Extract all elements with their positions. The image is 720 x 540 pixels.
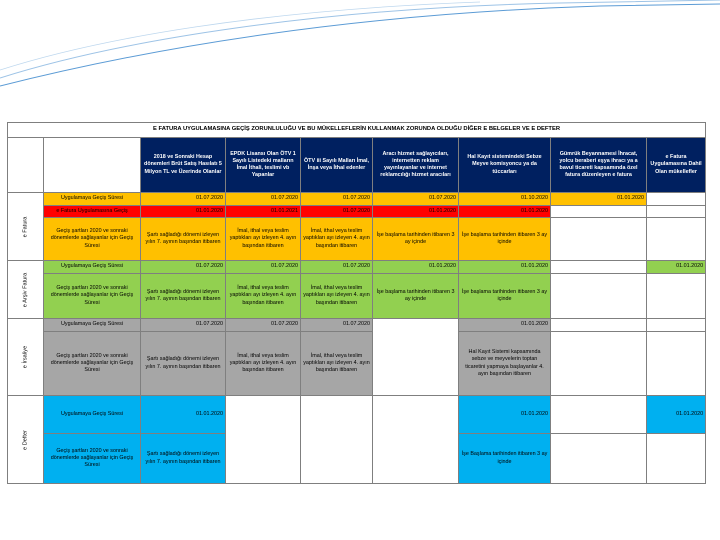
table-cell: 01.07.2020	[141, 261, 226, 274]
column-header: e Fatura Uygulamasına Dahil Olan mükellefler	[647, 138, 706, 193]
section-label-e-defter: e Defter	[8, 396, 44, 484]
table-cell	[647, 193, 706, 206]
table-cell: 01.07.2020	[301, 319, 373, 332]
table-row	[8, 332, 706, 396]
table-cell: İmal, ithal veya teslim yaptıkları ayı izleyen 4. ayın başından itibaren	[301, 274, 373, 319]
row-label: e Fatura Uygulamasına Geçiş	[44, 206, 141, 218]
table-row	[8, 396, 706, 434]
table-cell: 01.10.2020	[459, 193, 551, 206]
table-cell: 01.07.2020	[226, 319, 301, 332]
table-row	[8, 193, 706, 206]
table-cell	[226, 396, 301, 484]
column-header: ÖTV iii Sayılı Malları İmal, İnşa veya İthal edenler	[301, 138, 373, 193]
column-header: Gümrük Beyannamesi İhracat, yolcu beraberi eşya ihracı ya a bavul ticareti kapsamında özel fatura düzenleyen e fatura	[551, 138, 647, 193]
table-cell: 01.07.2020	[226, 261, 301, 274]
table-cell: İmal, ithal veya teslim yaptıkları ayı izleyen 4. ayın başından itibaren	[226, 332, 301, 396]
e-document-transition-table	[7, 122, 706, 484]
table-cell	[647, 274, 706, 319]
table-cell: İşe başlama tarihinden itibaren 3 ay içinde	[459, 274, 551, 319]
table-cell	[551, 434, 647, 484]
table-cell: 01.01.2020	[459, 396, 551, 434]
table-row	[8, 319, 706, 332]
table-cell: 01.07.2020	[226, 193, 301, 206]
row-label: Uygulamaya Geçiş Süresi	[44, 261, 141, 274]
table-cell	[647, 332, 706, 396]
table-cell: 01.01.2020	[373, 261, 459, 274]
decorative-header-swoosh	[0, 0, 720, 110]
table-cell: 01.01.2020	[647, 396, 706, 434]
table-cell: 01.07.2020	[141, 319, 226, 332]
row-label: Uygulamaya Geçiş Süresi	[44, 193, 141, 206]
table-cell: İşe Başlama tarihinden itibaren 3 ay içinde	[459, 434, 551, 484]
section-label-e-fatura: e Fatura	[8, 193, 44, 261]
section-label-e-irsaliye: e İrsaliye	[8, 319, 44, 396]
table-cell: 01.01.2020	[459, 261, 551, 274]
column-header: Aracı hizmet sağlayıcıları, internetten reklam yayınlayanlar ve internet reklamcılığı hizmet aracıları	[373, 138, 459, 193]
table-cell: İmal, ithal veya teslim yaptıkları ayı izleyen 4. ayın başından itibaren	[226, 274, 301, 319]
column-header: EPDK Lisansı Olan ÖTV 1 Sayılı Listedeki malların İmal İthali, teslimi vb Yapanlar	[226, 138, 301, 193]
section-label-e-arsiv-fatura: e Arşiv Fatura	[8, 261, 44, 319]
table-cell	[551, 319, 647, 332]
table-cell: 01.01.2020	[459, 319, 551, 332]
row-label: Geçiş şartları 2020 ve sonraki dönemlerde sağlayanlar için Geçiş Süresi	[44, 218, 141, 261]
table-cell: İmal, ithal veya teslim yaptıkları ayı izleyen 4. ayın başından itibaren	[301, 218, 373, 261]
column-header: Hal Kayıt sistemindeki Sebze Meyve komisyoncu ya da tüccarları	[459, 138, 551, 193]
table-cell: 01.07.2020	[373, 193, 459, 206]
table-cell: 01.01.2020	[459, 206, 551, 218]
table-cell: İmal, ithal veya teslim yaptıkları ayı izleyen 4. ayın başından itibaren	[301, 332, 373, 396]
table-cell: Hal Kayıt Sistemi kapsamında sebze ve meyvelerin toptan ticaretini yapmaya başlayanlar 4. ayın başından itibaren	[459, 332, 551, 396]
table-cell: 01.01.2020	[551, 193, 647, 206]
table-cell	[647, 206, 706, 218]
table-cell: Şartı sağladığı dönemi izleyen yılın 7. ayının başından itibaren	[141, 332, 226, 396]
table-cell: Şartı sağladığı dönemi izleyen yılın 7. ayının başından itibaren	[141, 218, 226, 261]
table-cell: İşe başlama tarihinden itibaren 3 ay içinde	[373, 218, 459, 261]
table-cell	[647, 319, 706, 332]
table-cell	[551, 206, 647, 218]
table-cell	[551, 261, 647, 274]
table-cell: 01.07.2020	[141, 193, 226, 206]
table-cell: İşe başlama tarihinden itibaren 3 ay içinde	[373, 274, 459, 319]
table-cell	[551, 332, 647, 396]
table-title: E FATURA UYGULAMASINA GEÇİŞ ZORUNLULUĞU VE BU MÜKELLEFLERİN KULLANMAK ZORUNDA OLDUĞU DİĞER E BELGELER VE E DEFTER	[8, 123, 706, 138]
row-label: Geçiş şartları 2020 ve sonraki dönemlerde sağlayanlar için Geçiş Süresi	[44, 332, 141, 396]
table-cell	[647, 434, 706, 484]
header-blank	[44, 138, 141, 193]
table-cell: Şartı sağladığı dönemi izleyen yılın 7. ayının başından itibaren	[141, 434, 226, 484]
table-cell: İşe başlama tarihinden itibaren 3 ay içinde	[459, 218, 551, 261]
table-row	[8, 218, 706, 261]
table-cell	[551, 396, 647, 434]
row-label: Geçiş şartları 2020 ve sonraki dönemlerde sağlayanlar için Geçiş Süresi	[44, 434, 141, 484]
table-cell: 01.01.2020	[141, 206, 226, 218]
table-cell: 01.01.2020	[141, 396, 226, 434]
header-blank	[8, 138, 44, 193]
table-cell: Şartı sağladığı dönemi izleyen yılın 7. ayının başından itibaren	[141, 274, 226, 319]
table-cell: 01.01.2020	[373, 206, 459, 218]
table-row	[8, 206, 706, 218]
table-cell	[551, 274, 647, 319]
row-label: Uygulamaya Geçiş Süresi	[44, 396, 141, 434]
column-header: 2018 ve Sonraki Hesap dönemleri Brüt Satış Hasılatı 5 Milyon TL ve Üzerinde Olanlar	[141, 138, 226, 193]
table-cell: 01.01.2020	[647, 261, 706, 274]
table-cell	[551, 218, 647, 261]
table-cell: 01.01.2021	[226, 206, 301, 218]
table-cell: 01.07.2020	[301, 193, 373, 206]
table-cell	[301, 396, 373, 484]
row-label: Uygulamaya Geçiş Süresi	[44, 319, 141, 332]
table-cell	[373, 396, 459, 484]
table-cell: İmal, ithal veya teslim yaptıkları ayı izleyen 4. ayın başından itibaren	[226, 218, 301, 261]
table-row	[8, 261, 706, 274]
table-cell	[647, 218, 706, 261]
table-cell: 01.07.2020	[301, 261, 373, 274]
table-cell: 01.07.2020	[301, 206, 373, 218]
table-cell	[373, 319, 459, 396]
table-row	[8, 274, 706, 319]
row-label: Geçiş şartları 2020 ve sonraki dönemlerde sağlayanlar için Geçiş Süresi	[44, 274, 141, 319]
